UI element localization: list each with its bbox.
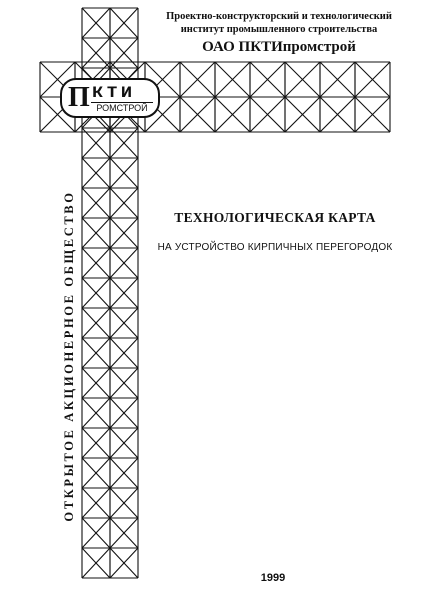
logo-kti: кти bbox=[92, 81, 136, 103]
company-name: ОАО ПКТИпромстрой bbox=[202, 39, 356, 55]
institute-name-line-1: Проектно-конструкторский и технологический bbox=[166, 11, 392, 22]
institute-name-line-2: институт промышленного строительства bbox=[180, 24, 378, 35]
logo-letter-p: П bbox=[68, 82, 90, 113]
pkti-logo bbox=[60, 78, 160, 118]
document-subtitle: НА УСТРОЙСТВО КИРПИЧНЫХ ПЕРЕГОРОДОК bbox=[157, 242, 393, 253]
logo-romstroy: РОМСТРОЙ bbox=[91, 102, 153, 114]
institute-header bbox=[150, 10, 408, 57]
document-title: ТЕХНОЛОГИЧЕСКАЯ КАРТА bbox=[174, 210, 376, 225]
publication-year: 1999 bbox=[260, 572, 286, 584]
title-block bbox=[140, 206, 410, 259]
vertical-company-type-label: ОТКРЫТОЕ АКЦИОНЕРНОЕ ОБЩЕСТВО bbox=[62, 190, 76, 522]
